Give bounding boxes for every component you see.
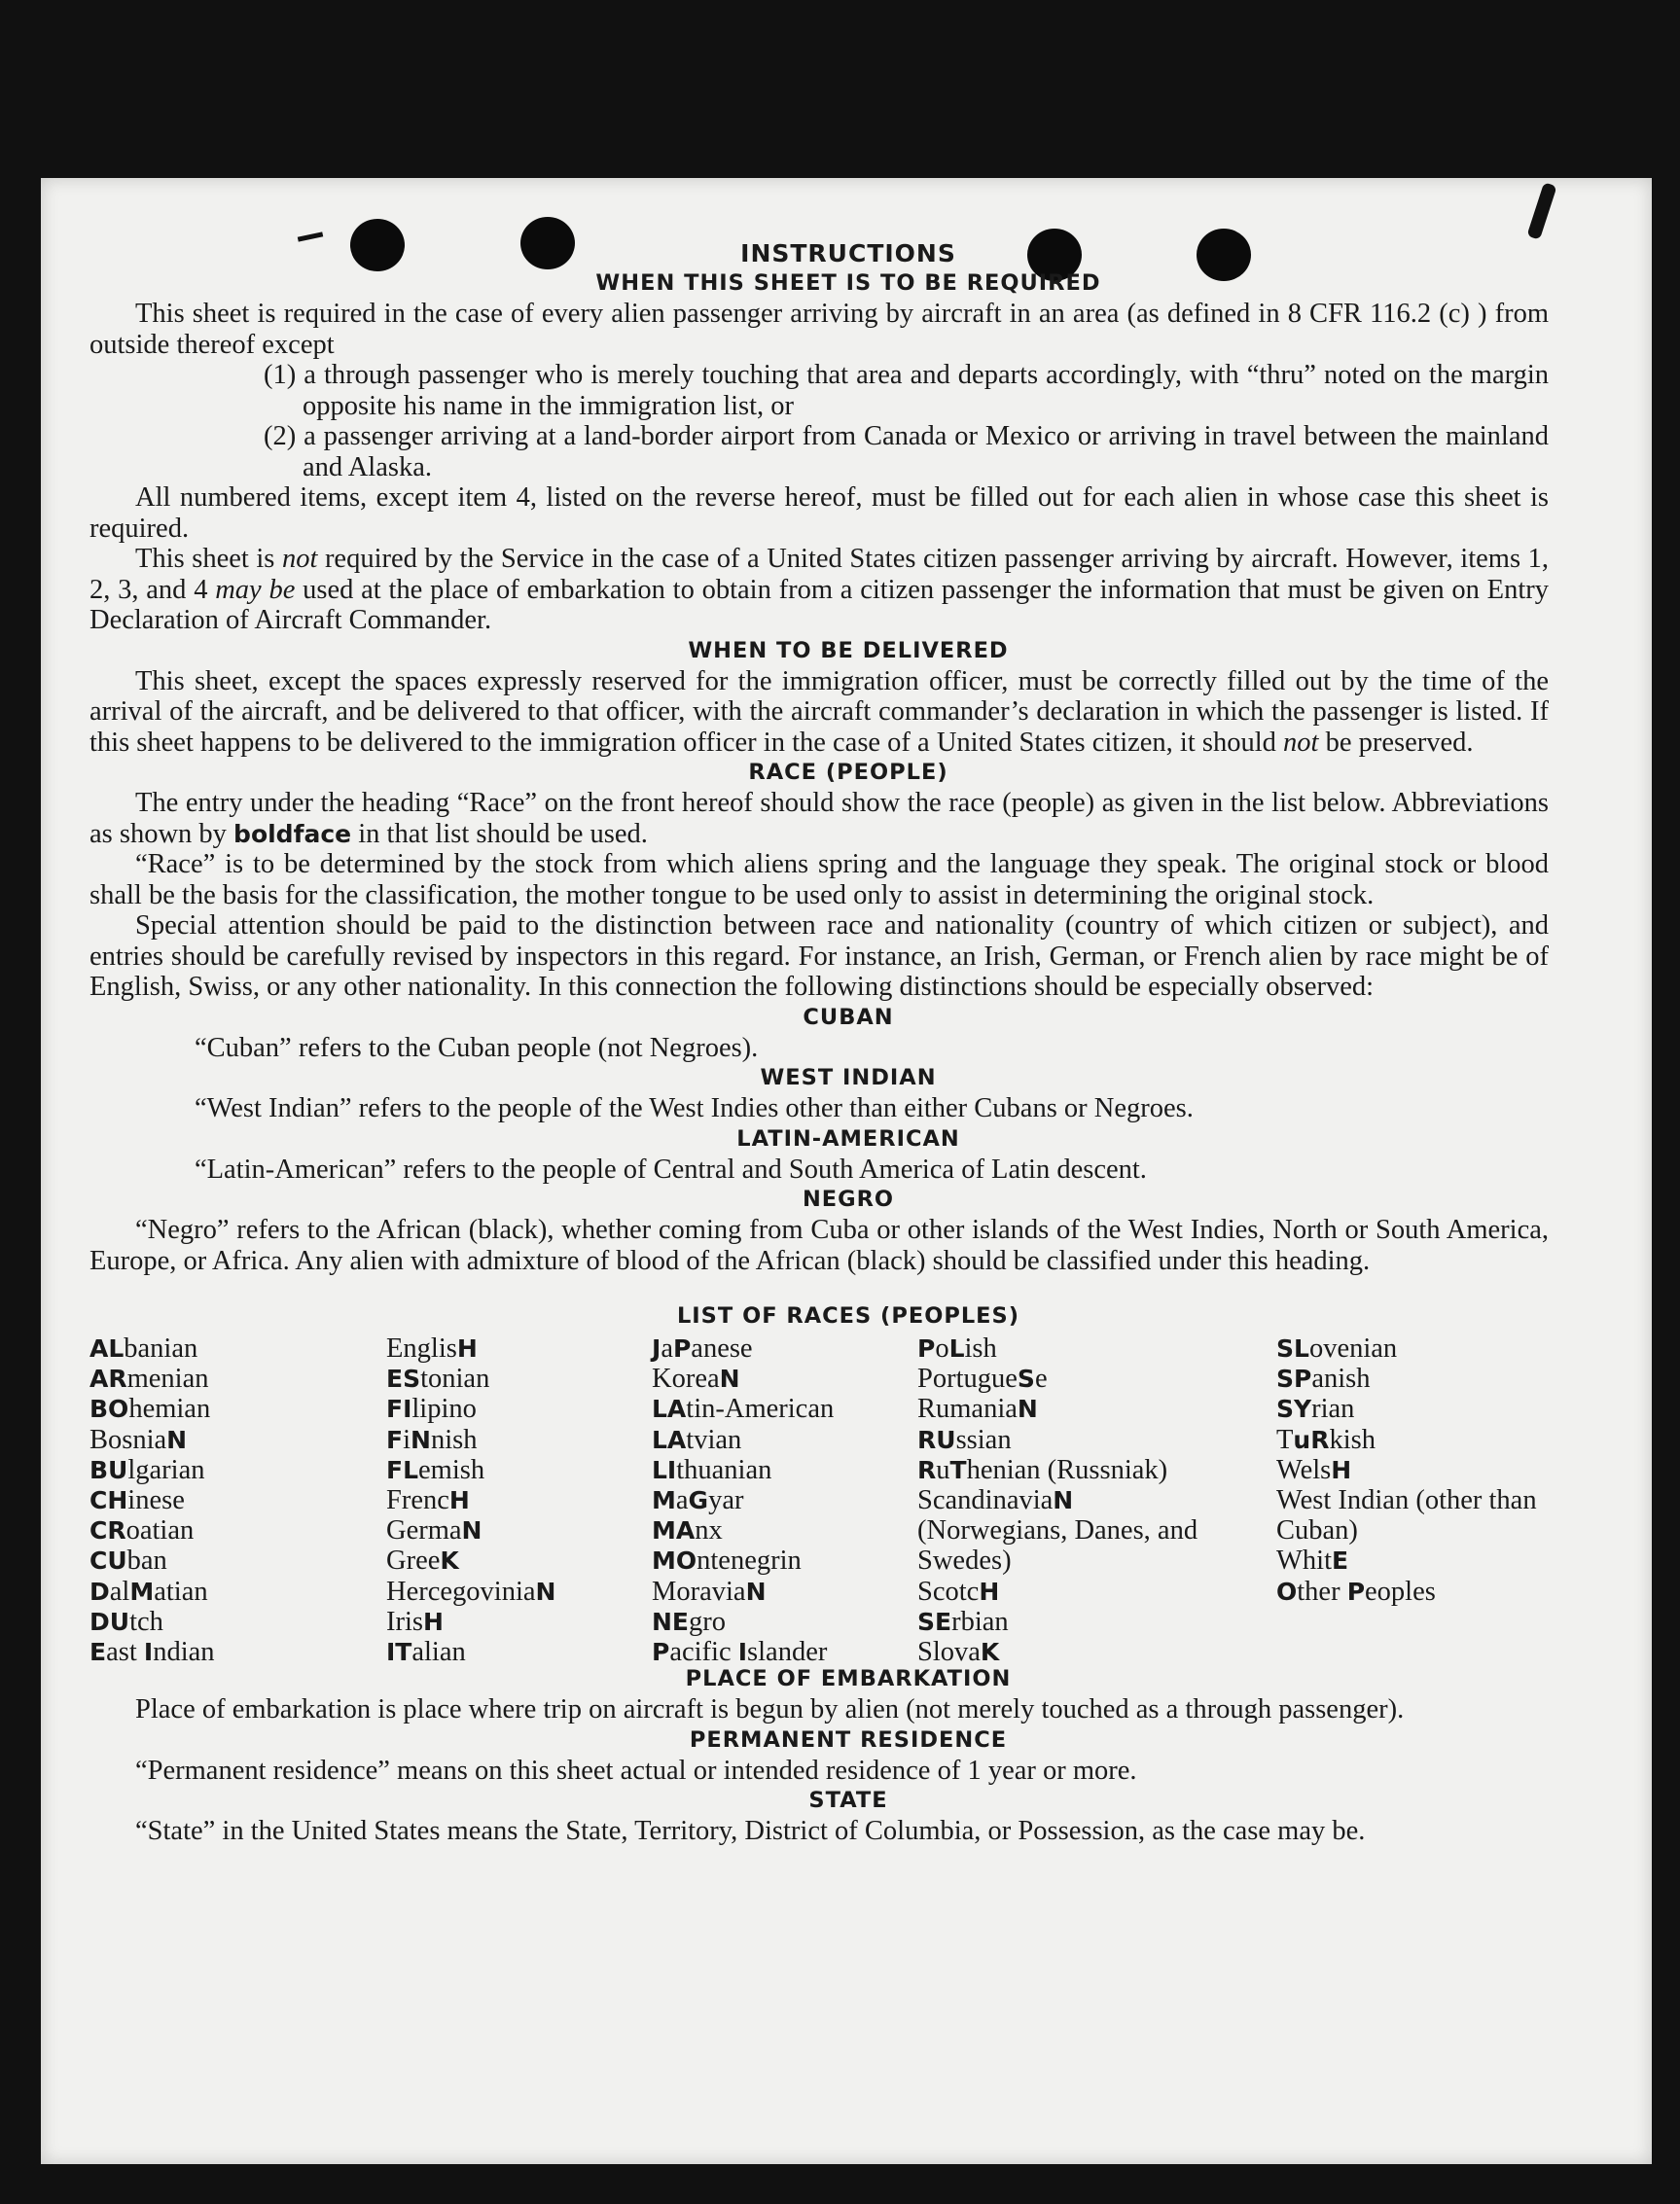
section-heading-latin-american: LATIN-AMERICAN <box>736 1125 960 1152</box>
race-entry <box>652 1455 834 1485</box>
race-text: N <box>719 1365 740 1394</box>
race-text: rbian <box>951 1606 1009 1637</box>
race-text: SY <box>1276 1395 1312 1424</box>
race-entry <box>386 1455 555 1485</box>
race-text: FI <box>386 1395 412 1424</box>
race-entry <box>386 1637 555 1667</box>
race-text: e <box>1034 1364 1048 1395</box>
paragraph: “Permanent residence” means on this sheet actual or intended residence of 1 year or more. <box>135 1755 1137 1786</box>
race-text: anese <box>691 1333 753 1364</box>
race-text: nish <box>430 1424 478 1455</box>
race-text: banian <box>124 1333 198 1364</box>
race-text: FL <box>386 1455 419 1484</box>
list-item: (2) a passenger arriving at a land-border airport from Canada or Mexico or arriving in travel between the mainland and Alaska. <box>264 421 1549 482</box>
race-text: (Norwegians, Danes, and Swedes) <box>917 1515 1198 1577</box>
paragraph: This sheet is not required by the Service in the case of a United States citizen passenger arriving by aircraft. However, items 1, 2, 3, and 4 may be used at the place of embarkation to obtain from a citizen passenger the information that must be given on Entry Declaration of Aircraft Commander. <box>89 544 1549 635</box>
race-entry <box>386 1577 555 1607</box>
section-heading-delivered: WHEN TO BE DELIVERED <box>688 637 1009 663</box>
race-entry <box>89 1607 215 1637</box>
race-entry <box>917 1455 1229 1485</box>
race-entry <box>917 1607 1229 1637</box>
section-heading-race: RACE (PEOPLE) <box>748 760 948 785</box>
race-text: tonian <box>420 1364 490 1395</box>
race-text: LA <box>652 1395 687 1424</box>
paragraph: Place of embarkation is place where trip on aircraft is begun by alien (not merely touched as a through passenger). <box>135 1694 1405 1724</box>
race-entry <box>917 1485 1229 1577</box>
race-entry <box>386 1607 555 1637</box>
race-text: atian <box>154 1576 208 1607</box>
race-text: H <box>423 1607 444 1636</box>
race-entry <box>652 1485 834 1515</box>
race-text: tch <box>129 1606 163 1637</box>
race-text: LA <box>652 1425 687 1454</box>
race-text: Korea <box>652 1364 720 1395</box>
race-entry <box>386 1485 555 1515</box>
race-entry <box>89 1394 215 1424</box>
paragraph: “State” in the United States means the State, Territory, District of Columbia, or Possession, as the case may be. <box>135 1816 1366 1846</box>
race-text: al <box>109 1576 130 1607</box>
race-text: kish <box>1329 1424 1376 1455</box>
race-text: menian <box>126 1364 209 1395</box>
race-entry <box>89 1425 215 1455</box>
race-text: ntenegrin <box>697 1546 802 1577</box>
race-text: o <box>935 1333 949 1364</box>
race-text: oatian <box>125 1515 195 1546</box>
instructions-content <box>89 238 1549 1847</box>
race-text: N <box>166 1425 188 1454</box>
race-text: K <box>440 1546 459 1576</box>
race-text: SP <box>1276 1365 1312 1394</box>
race-text: ssian <box>955 1424 1012 1455</box>
races-column <box>386 1333 555 1667</box>
race-text: E <box>1332 1546 1349 1576</box>
race-text: H <box>1331 1455 1352 1484</box>
race-text: Portugue <box>917 1364 1018 1395</box>
race-text: eoples <box>1365 1576 1436 1607</box>
race-entry <box>917 1637 1229 1667</box>
section-heading-state: STATE <box>808 1788 888 1813</box>
race-entry <box>1276 1485 1568 1546</box>
section-heading-required: WHEN THIS SHEET IS TO BE REQUIRED <box>595 270 1101 296</box>
race-text: hemian <box>128 1394 211 1425</box>
race-text: N <box>1017 1395 1038 1424</box>
race-entry <box>917 1333 1229 1364</box>
races-column <box>1276 1333 1568 1607</box>
race-entry <box>652 1364 834 1394</box>
race-entry <box>917 1394 1229 1424</box>
race-entry <box>386 1394 555 1424</box>
races-column <box>89 1333 215 1667</box>
race-text: alian <box>411 1637 466 1668</box>
race-text: N <box>1053 1486 1074 1515</box>
race-text: a <box>661 1333 673 1364</box>
race-text: N <box>411 1425 431 1454</box>
race-text: nx <box>695 1515 723 1546</box>
paragraph: This sheet, except the spaces expressly reserved for the immigration officer, must be correctly filled out by the time of the arrival of the aircraft, and be delivered to that officer, with the aircraft commander’s declaration in which the passenger is listed. If this sheet happens to be delivered to the immigration officer in the case of a United States citizen, it should not be preserved. <box>89 665 1549 758</box>
race-entry <box>89 1546 215 1576</box>
race-entry <box>89 1515 215 1546</box>
race-text: tvian <box>686 1424 742 1455</box>
race-entry <box>1276 1333 1568 1364</box>
section-heading-races-list: LIST OF RACES (PEOPLES) <box>676 1303 1020 1329</box>
race-text: NE <box>652 1607 690 1636</box>
race-text: MA <box>652 1516 696 1546</box>
race-text: Scotc <box>917 1576 980 1607</box>
race-entry <box>89 1333 215 1364</box>
race-text: Slova <box>917 1637 981 1668</box>
race-text: ovenian <box>1308 1333 1398 1364</box>
race-text: CR <box>89 1516 126 1546</box>
races-column <box>652 1333 834 1667</box>
race-text: S <box>1017 1365 1035 1394</box>
race-entry <box>652 1607 834 1637</box>
definition: “Latin-American” refers to the people of Central and South America of Latin descent. <box>195 1154 1147 1185</box>
race-text: D <box>89 1577 110 1606</box>
race-entry <box>652 1425 834 1455</box>
race-text: H <box>979 1577 1000 1606</box>
race-text: DU <box>89 1607 130 1636</box>
races-list <box>89 1333 1549 1668</box>
races-column <box>917 1333 1229 1667</box>
race-text: AR <box>89 1365 127 1394</box>
race-entry <box>652 1577 834 1607</box>
race-text: BO <box>89 1395 129 1424</box>
race-entry <box>917 1425 1229 1455</box>
race-text: emish <box>418 1454 485 1485</box>
race-text: ndian <box>153 1637 215 1668</box>
race-text: ast <box>106 1637 144 1668</box>
race-text: I <box>143 1638 154 1667</box>
section-heading-cuban: CUBAN <box>803 1004 894 1030</box>
race-entry <box>1276 1364 1568 1394</box>
race-text: R <box>917 1455 937 1484</box>
race-text: uR <box>1293 1425 1330 1454</box>
race-text: G <box>688 1486 709 1515</box>
race-text: RU <box>917 1425 956 1454</box>
race-text: LI <box>652 1455 677 1484</box>
race-text: Rumania <box>917 1394 1018 1425</box>
race-text: rian <box>1311 1394 1355 1425</box>
race-text: I <box>737 1638 748 1667</box>
race-text: inese <box>127 1485 185 1516</box>
paragraph: Special attention should be paid to the distinction between race and nationality (country of which citizen or subject), and entries should be carefully revised by inspectors in this regard. For instance, an Irish, German, or French alien by race might be of English, Swiss, or any other nationality. In this connection the following distinctions should be especially observed: <box>89 910 1549 1002</box>
race-text: lipino <box>411 1394 477 1425</box>
race-text: acific <box>669 1637 738 1668</box>
race-text: tin-American <box>686 1394 835 1425</box>
race-text: IT <box>386 1638 412 1667</box>
race-text: Iris <box>386 1606 423 1637</box>
race-text: yar <box>708 1485 744 1516</box>
page-title: INSTRUCTIONS <box>740 239 956 267</box>
race-text: P <box>672 1334 692 1363</box>
race-entry <box>89 1577 215 1607</box>
race-entry <box>1276 1455 1568 1485</box>
paragraph: The entry under the heading “Race” on the front hereof should show the race (people) as given in the list below. Abbreviations as shown by boldface in that list should be used. <box>89 788 1549 849</box>
race-text: Frenc <box>386 1485 449 1516</box>
race-entry <box>1276 1394 1568 1424</box>
race-text: CH <box>89 1486 128 1515</box>
race-text: SE <box>917 1607 952 1636</box>
race-entry <box>386 1364 555 1394</box>
race-text: T <box>949 1455 967 1484</box>
race-text: H <box>448 1486 470 1515</box>
definition: “Cuban” refers to the Cuban people (not Negroes). <box>195 1032 759 1063</box>
race-text: N <box>745 1577 767 1606</box>
race-text: M <box>652 1486 676 1515</box>
race-text: Wels <box>1276 1454 1332 1485</box>
race-text: O <box>1276 1577 1298 1606</box>
race-text: P <box>1346 1577 1366 1606</box>
race-entry <box>652 1637 834 1667</box>
race-entry <box>652 1546 834 1576</box>
race-text: lgarian <box>127 1454 205 1485</box>
race-text: anish <box>1311 1364 1371 1395</box>
section-heading-embarkation: PLACE OF EMBARKATION <box>685 1666 1012 1691</box>
race-text: L <box>948 1334 965 1363</box>
race-entry <box>89 1637 215 1667</box>
race-text: N <box>461 1516 483 1546</box>
race-entry <box>652 1515 834 1546</box>
race-entry <box>89 1364 215 1394</box>
section-heading-negro: NEGRO <box>802 1187 895 1212</box>
paragraph: “Race” is to be determined by the stock from which aliens spring and the language they speak. The original stock or blood shall be the basis for the classification, the mother tongue to be used only to assist in determining the original stock. <box>89 849 1549 910</box>
race-text: BU <box>89 1455 128 1484</box>
race-text: MO <box>652 1546 697 1576</box>
race-text: E <box>89 1638 107 1667</box>
race-entry <box>386 1425 555 1455</box>
list-item: (1) a through passenger who is merely touching that area and departs accordingly, with “thru” noted on the margin opposite his name in the immigration list, or <box>264 360 1549 421</box>
race-text: ish <box>964 1333 997 1364</box>
race-text: Englis <box>386 1333 457 1364</box>
paragraph: This sheet is required in the case of every alien passenger arriving by aircraft in an area (as defined in 8 CFR 116.2 (c) ) from outside thereof except <box>89 299 1549 360</box>
race-entry <box>652 1333 834 1364</box>
race-text: SL <box>1276 1334 1309 1363</box>
race-text: J <box>652 1334 661 1363</box>
race-entry <box>1276 1425 1568 1455</box>
race-text: West Indian (other than Cuban) <box>1276 1485 1537 1546</box>
race-text: gro <box>689 1606 727 1637</box>
race-text: ES <box>386 1365 421 1394</box>
race-entry <box>89 1485 215 1515</box>
race-text: T <box>1276 1424 1294 1455</box>
section-heading-west-indian: WEST INDIAN <box>760 1065 937 1090</box>
race-text: Gree <box>386 1546 441 1577</box>
race-text: N <box>535 1577 556 1606</box>
section-heading-residence: PERMANENT RESIDENCE <box>689 1726 1008 1753</box>
race-text: henian (Russniak) <box>966 1454 1168 1485</box>
paragraph: All numbered items, except item 4, listed on the reverse hereof, must be filled out for each alien in whose case this sheet is required. <box>89 482 1549 544</box>
race-entry <box>386 1546 555 1576</box>
race-text: Whit <box>1276 1546 1332 1577</box>
race-text: K <box>980 1638 1000 1667</box>
race-text: CU <box>89 1546 127 1576</box>
race-text: thuanian <box>676 1454 772 1485</box>
race-text: slander <box>747 1637 828 1668</box>
race-text: Germa <box>386 1515 462 1546</box>
race-text: ther <box>1297 1576 1347 1607</box>
race-text: M <box>129 1577 155 1606</box>
race-text: ban <box>126 1546 167 1577</box>
race-entry <box>1276 1577 1568 1607</box>
race-text: Hercegovinia <box>386 1576 536 1607</box>
race-text: Scandinavia <box>917 1485 1054 1516</box>
race-text: Bosnia <box>89 1424 167 1455</box>
race-text: F <box>386 1425 404 1454</box>
ink-mark <box>1526 182 1556 239</box>
race-entry <box>386 1515 555 1546</box>
race-entry <box>652 1394 834 1424</box>
race-text: P <box>652 1638 670 1667</box>
race-entry <box>386 1333 555 1364</box>
race-text: Moravia <box>652 1576 746 1607</box>
race-entry <box>1276 1546 1568 1576</box>
race-text: H <box>456 1334 478 1363</box>
race-text: AL <box>89 1334 125 1363</box>
definition: “West Indian” refers to the people of the West Indies other than either Cubans or Negroes. <box>195 1093 1194 1123</box>
race-text: P <box>917 1334 936 1363</box>
race-entry <box>917 1364 1229 1394</box>
paragraph: “Negro” refers to the African (black), whether coming from Cuba or other islands of the West Indies, North or South America, Europe, or Africa. Any alien with admixture of blood of the African (black) should be classified under this heading. <box>89 1215 1549 1276</box>
race-text: a <box>675 1485 689 1516</box>
race-text: u <box>936 1454 950 1485</box>
race-text: i <box>403 1424 411 1455</box>
race-entry <box>89 1455 215 1485</box>
race-entry <box>917 1577 1229 1607</box>
